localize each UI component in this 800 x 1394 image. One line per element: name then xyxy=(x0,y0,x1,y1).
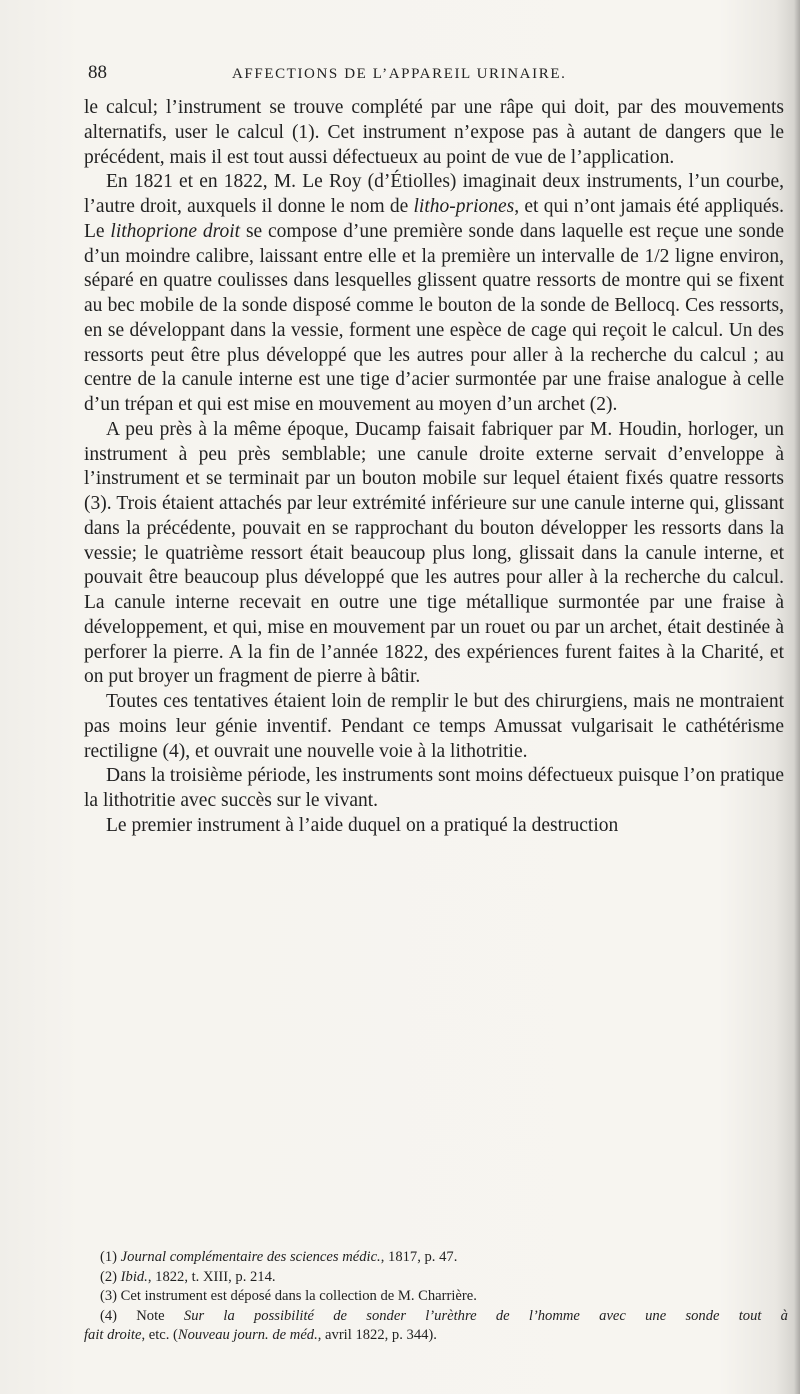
footnote-4-text-a: Note xyxy=(136,1307,184,1324)
term-lithoprione-droit: lithoprione droit xyxy=(110,220,241,242)
body-text xyxy=(84,96,784,839)
paragraph-2-text-a: En 1821 et en 1822, M. Le Roy (d’Étiolles) imaginait deux instruments, l’un courbe, l’autre droit, auxquels il donne le nom de xyxy=(84,171,784,217)
term-lithopriones: litho-priones xyxy=(413,196,515,217)
footnote-2-title: Ibid. xyxy=(120,1268,148,1285)
paragraph-3-text: A peu près à la même époque, Ducamp faisait fabriquer par M. Houdin, horloger, un instrument à peu près semblable; une canule droite externe servait d’enveloppe à l’instrument et se terminait par un bouton mobile sur lequel étaient fixés quatre ressorts (3). Trois étaient attachés par leur extrémité inférieure sur une canule interne qui, glissant dans la précédente, pouvait en se rapprochant du bouton développer les ressorts dans la vessie; le quatrième ressort était beaucoup plus long, glissait dans la canule interne, et pouvait être beaucoup plus développé que les autres pour aller à la recherche du calcul. La canule interne recevait en outre une tige métallique surmontée par une fraise à développement, et qui, mise en mouvement par un rouet ou par un archet, était destinée à perforer la pierre. A la fin de l’année 1822, des expériences furent faites à la Charité, et on put broyer un fragment de pierre à bâtir. xyxy=(84,418,784,688)
footnote-1-title: Journal complémentaire des sciences médic. xyxy=(120,1249,381,1265)
footnote-3 xyxy=(84,1287,788,1307)
footnote-2-number: (2) xyxy=(100,1268,121,1285)
paragraph-1-text: le calcul; l’instrument se trouve complété par une râpe qui doit, par des mouvements alternatifs, user le calcul (1). Cet instrument n’expose pas à autant de dangers que le précédent, mais il est tout aussi défectueux au point de vue de l’application. xyxy=(84,97,784,168)
footnote-4-line-1 xyxy=(84,1307,788,1327)
footnote-4-line-2 xyxy=(84,1326,788,1346)
running-head: AFFECTIONS DE L’APPAREIL URINAIRE. xyxy=(232,66,567,82)
footnote-1-number: (1) xyxy=(100,1249,121,1265)
paragraph-4-text: Toutes ces tentatives étaient loin de remplir le but des chirurgiens, mais ne montraient pas moins leur génie inventif. Pendant ce temps Amussat vulgarisait le cathétérisme rectiligne (4), et ouvrait une nouvelle voie à la lithotritie. xyxy=(84,691,784,762)
footnote-4-journal: Nouveau journ. de méd. xyxy=(177,1327,318,1343)
footnote-1-text: , 1817, p. 47. xyxy=(380,1249,458,1265)
footnote-2-text: , 1822, t. XIII, p. 214. xyxy=(147,1268,276,1285)
footnotes xyxy=(84,1248,788,1346)
paragraph-2-text-b: , et qui n’ont jamais été appliqués. Le xyxy=(84,196,785,242)
page-edge-shadow xyxy=(794,0,800,1394)
paragraph-6-text: Le premier instrument à l’aide duquel on a pratiqué la destruction xyxy=(106,814,619,836)
paragraph-3 xyxy=(84,418,784,690)
footnote-1 xyxy=(84,1248,788,1268)
paragraph-2-text-c: se compose d’une première sonde dans laquelle est reçue une sonde d’un moindre calibre, laissant entre elle et la première un intervalle de 1/2 ligne environ, séparé en quatre coulisses dans lesquelles glissent quatre ressorts de montre qui se fixent au bec mobile de la sonde disposé comme le bouton de la sonde de Bellocq. Ces ressorts, en se développant dans la vessie, forment une espèce de cage qui reçoit le calcul. Un des ressorts peut être plus développé que les autres pour aller à la recherche du calcul ; au centre de la canule interne est une tige d’acier surmontée par une fraise analogue à celle d’un trépan et qui est mise en mouvement au moyen d’un archet (2). xyxy=(84,220,784,415)
footnote-4-title-b: fait droite xyxy=(84,1327,142,1343)
footnote-4-text-b: , etc. ( xyxy=(141,1327,178,1343)
page-header xyxy=(88,62,778,92)
page-number: 88 xyxy=(88,62,107,83)
paragraph-5 xyxy=(84,764,784,814)
paragraph-4 xyxy=(84,690,784,764)
footnote-2 xyxy=(84,1268,788,1288)
paragraph-6 xyxy=(84,814,784,839)
paragraph-5-text: Dans la troisième période, les instruments sont moins défectueux puisque l’on pratique la lithotritie avec succès sur le vivant. xyxy=(84,765,785,811)
footnote-3-number: (3) xyxy=(100,1288,121,1304)
paragraph-1 xyxy=(84,96,784,170)
footnote-4-title-a: Sur la possibilité de sonder l’urèthre de l’homme avec une sonde tout à xyxy=(183,1307,788,1324)
footnote-4-number: (4) xyxy=(100,1307,137,1324)
footnote-3-text: Cet instrument est déposé dans la collection de M. Charrière. xyxy=(120,1288,477,1304)
paragraph-2 xyxy=(84,170,784,418)
footnote-4-text-c: , avril 1822, p. 344). xyxy=(317,1327,437,1343)
